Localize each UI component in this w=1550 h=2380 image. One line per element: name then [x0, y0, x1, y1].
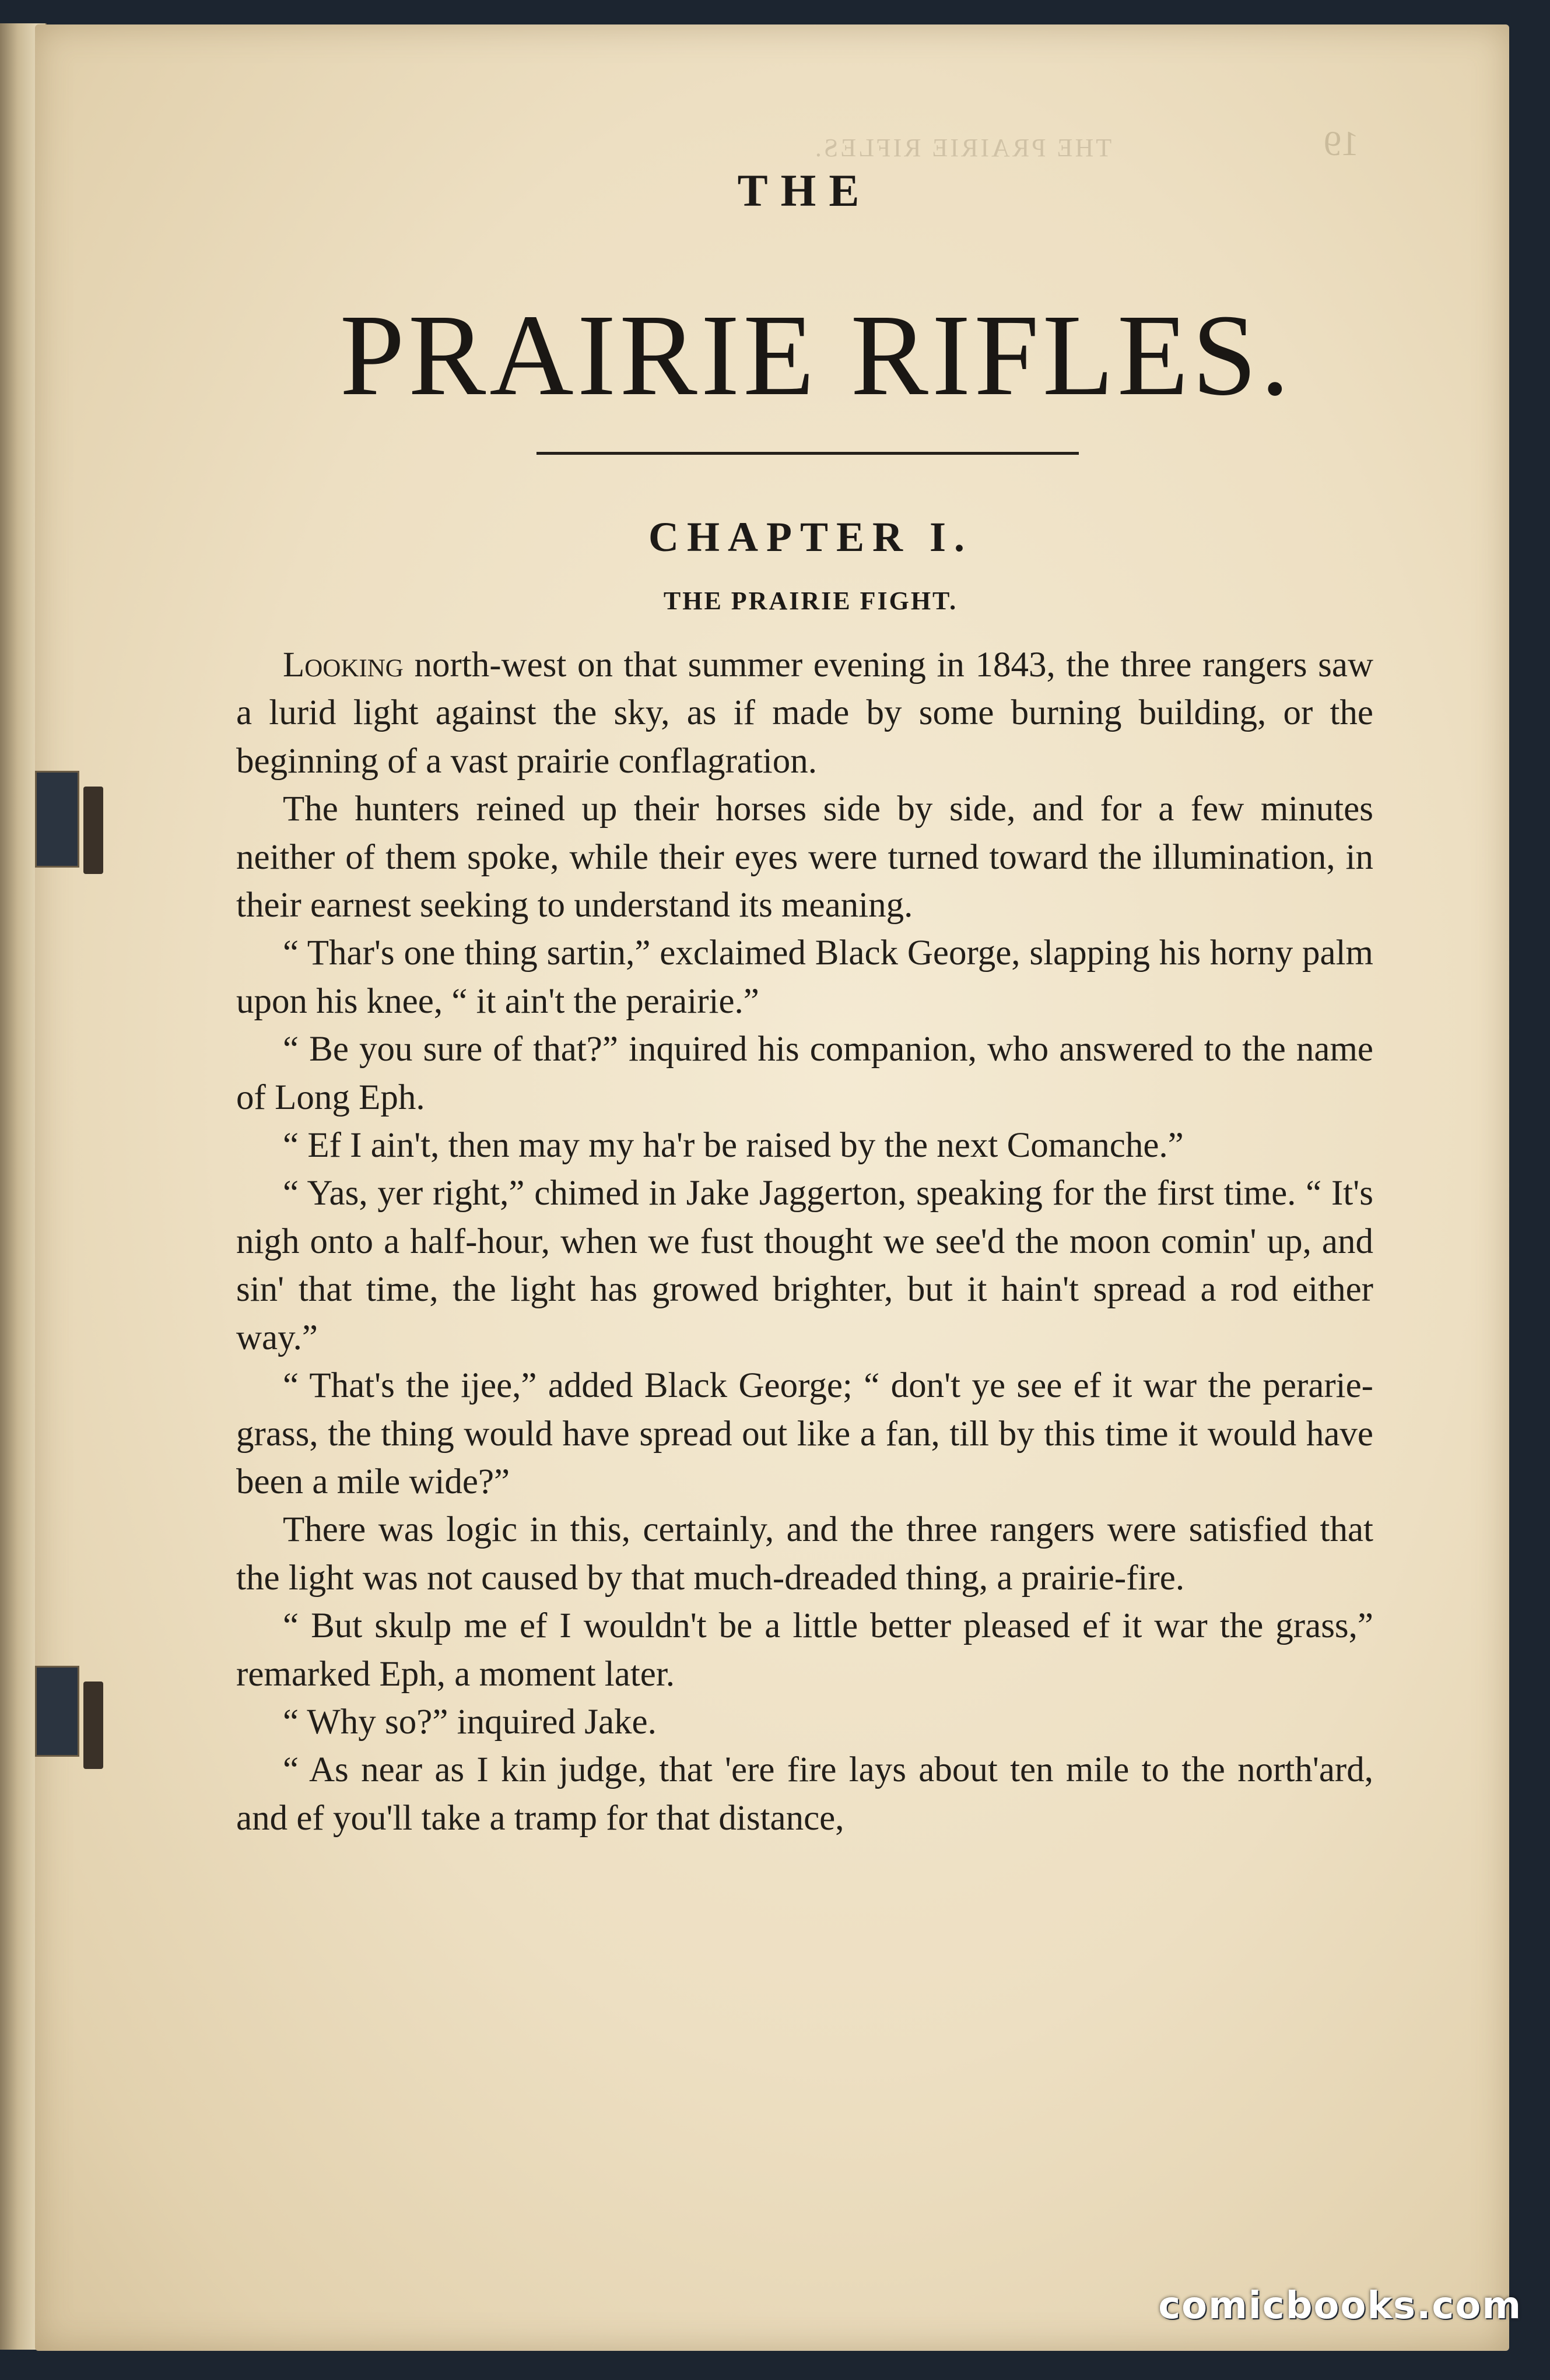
site-watermark: comicbooks.com	[1158, 2284, 1522, 2328]
paragraph: “ But skulp me ef I wouldn't be a little better pleased ef it war the grass,” remarked Eph, a moment later.	[236, 1606, 1373, 1694]
paragraph: “ Why so?” inquired Jake.	[283, 1702, 657, 1742]
paragraph: “ Yas, yer right,” chimed in Jake Jaggerton, speaking for the first time. “ It's nigh onto a half-hour, when we fust thought we see'd the moon comin' up, and sin' that time, the light has growed brighter, but it hain't spread a rod either way.”	[236, 1174, 1373, 1357]
bleed-through-running-head: THE PRAIRIE RIFLES.	[812, 134, 1112, 162]
paragraph: There was logic in this, certainly, and the three rangers were satisfied that the light was not caused by that much-dreaded thing, a prairie-fire.	[236, 1510, 1373, 1598]
chapter-heading: CHAPTER I.	[648, 514, 973, 560]
paragraph: “ Be you sure of that?” inquired his companion, who answered to the name of Long Eph.	[236, 1030, 1373, 1117]
paragraph: Looking north-west on that summer evening in 1843, the three rangers saw a lurid light against the sky, as if made by some burning building, or the beginning of a vast prairie conflagration.	[236, 645, 1373, 781]
book-title: PRAIRIE RIFLES.	[339, 291, 1293, 420]
paragraph: “ Ef I ain't, then may my ha'r be raised by the next Comanche.”	[283, 1126, 1184, 1166]
paragraph: “ That's the ijee,” added Black George; “ don't ye see ef it war the perarie-grass, the thing would have spread out like a fan, till by this time it would have been a mile wide?”	[236, 1366, 1373, 1501]
binding-staple-top	[35, 771, 79, 868]
chapter-subtitle: THE PRAIRIE FIGHT.	[663, 587, 958, 615]
paragraph-lead-in: Looking	[283, 645, 404, 684]
bleed-through-page-number: 19	[1324, 124, 1359, 163]
title-prefix: THE	[737, 165, 872, 216]
paragraph: The hunters reined up their horses side by side, and for a few minutes neither of them spoke, while their eyes were turned toward the illumination, in their earnest seeking to understand its meaning.	[236, 789, 1373, 925]
binding-staple-bottom	[35, 1666, 79, 1757]
paragraph: “ As near as I kin judge, that 'ere fire lays about ten mile to the north'ard, and ef you'll take a tramp for that distance,	[236, 1750, 1373, 1838]
title-divider-rule	[536, 452, 1079, 455]
paragraph: “ Thar's one thing sartin,” exclaimed Black George, slapping his horny palm upon his knee, “ it ain't the perairie.”	[236, 933, 1373, 1021]
chapter-body-text	[236, 641, 1373, 1842]
